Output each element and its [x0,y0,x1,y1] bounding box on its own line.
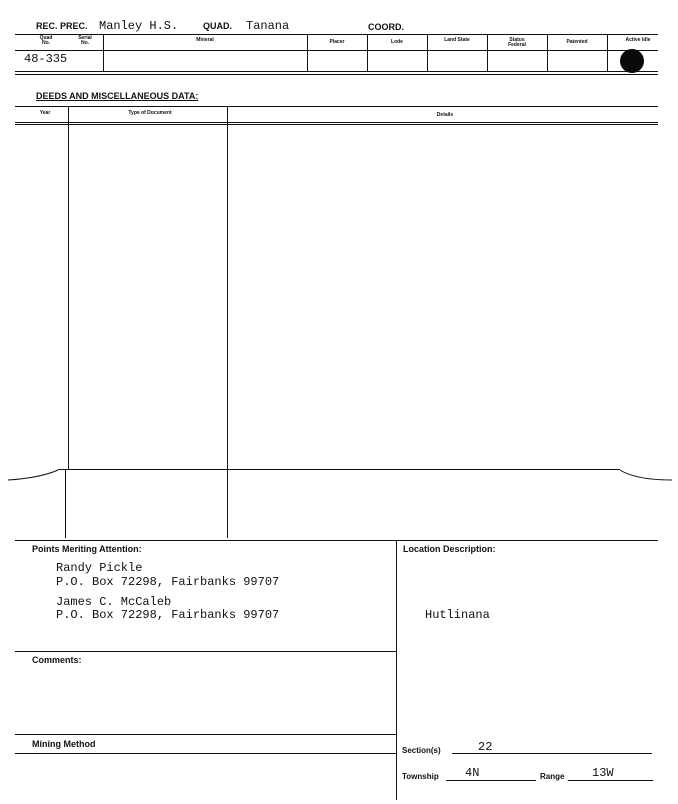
comments-top-border [15,651,396,652]
location-description-label: Location Description: [403,544,496,554]
rec-prec-label: REC. PREC. [36,21,88,31]
col-header-details: Details [436,112,454,118]
points-attention-line: P.O. Box 72298, Fairbanks 99707 [56,575,280,589]
col-header-placer: Placer [329,39,345,45]
col-header-type-of-document: Type of Document [128,110,172,116]
range-label: Range [540,772,565,781]
col-header-status-federal: Status Federal [508,37,526,48]
col-header-patented: Patented [566,39,588,45]
deeds-top-border [15,106,658,107]
coord-label: COORD. [368,22,404,32]
points-attention-line: Randy Pickle [56,561,143,575]
record-col-divider [607,34,608,71]
record-col-divider [367,34,368,71]
range-field-line [568,780,653,781]
active-idle-mark [620,49,644,73]
record-table-header-divider [15,50,658,51]
record-col-divider [487,34,488,71]
col-header-quad-no: Quad No. [39,35,53,46]
township-value: 4N [465,766,480,780]
record-quad-no-value: 48-335 [24,52,68,66]
record-table-bottom-border-2 [15,74,658,75]
record-table-top-border [15,34,658,35]
points-attention-line: P.O. Box 72298, Fairbanks 99707 [56,608,280,622]
points-attention-line: James C. McCaleb [56,595,172,609]
record-col-divider [427,34,428,71]
rec-prec-value: Manley H.S. [99,19,179,33]
quad-value: Tanana [246,19,290,33]
lower-section-top-border [15,540,658,541]
col-header-serial-no: Serial No. [78,35,92,46]
record-col-divider [103,34,104,71]
deeds-col-divider [227,106,228,538]
points-attention-label: Points Meriting Attention: [32,544,142,554]
deeds-header-border-2 [15,124,658,125]
col-header-year: Year [39,110,51,116]
col-header-mineral: Mineral [196,37,214,43]
deeds-col-divider [68,106,69,469]
record-table-bottom-border [15,71,658,72]
record-col-divider [307,34,308,71]
section-value: 22 [478,740,493,754]
page-curl-right [618,466,678,486]
comments-label: Comments: [32,655,82,665]
col-header-active-idle: Active Idle [625,37,651,43]
township-label: Township [402,772,439,781]
location-description-value: Hutlinana [425,608,490,622]
range-value: 13W [592,766,614,780]
deeds-header-border [15,122,658,123]
lower-section-divider [396,540,397,800]
mining-method-bottom-border [15,753,396,754]
record-col-divider [547,34,548,71]
col-header-lode: Lode [391,39,403,45]
township-field-line [446,780,536,781]
mining-method-top-border [15,734,396,735]
mining-method-label: Mining Method [32,739,96,749]
page-curl-left [0,466,60,486]
quad-label: QUAD. [203,21,232,31]
deeds-page-break-line [58,469,620,470]
deeds-section-title: DEEDS AND MISCELLANEOUS DATA: [36,91,199,101]
section-label: Section(s) [402,746,441,755]
deeds-col-divider-lower [65,469,66,538]
col-header-land-state: Land State [444,37,470,43]
